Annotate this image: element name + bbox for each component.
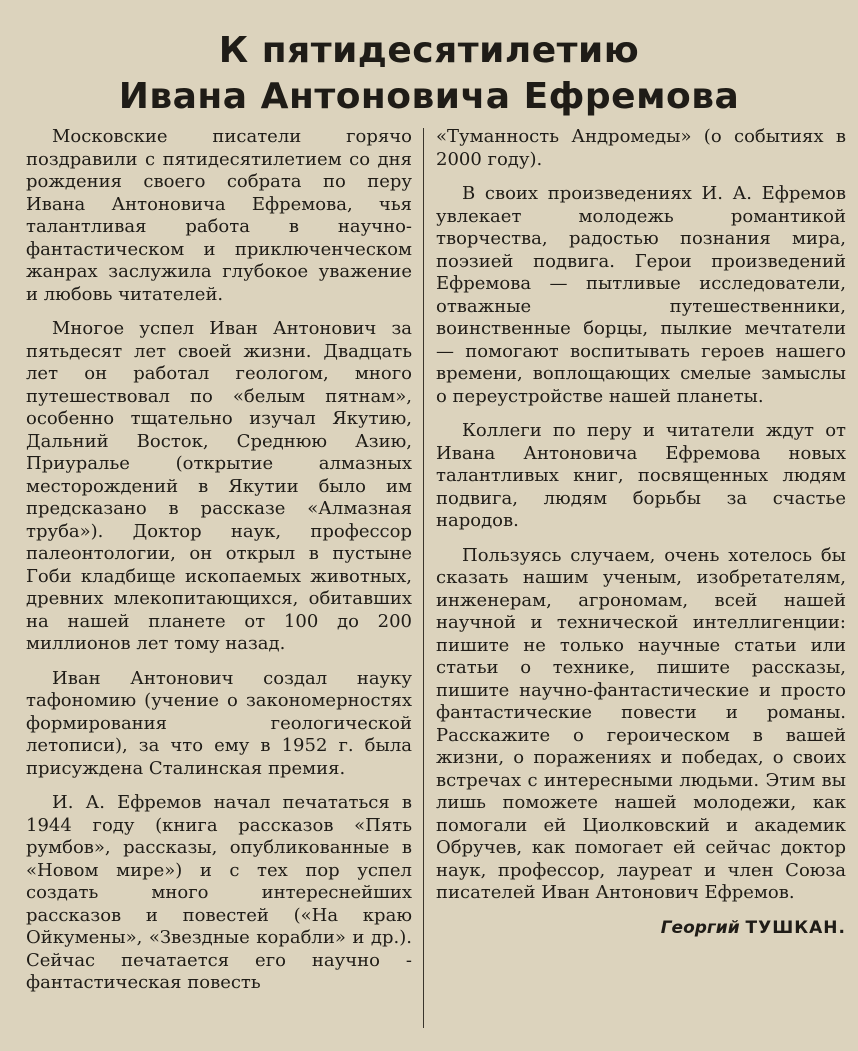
paragraph: Московские писатели горячо поздравили с пятидесятилетием со дня рождения своего собрата по перу Ивана Антоновича Ефремова, чья талантливая работа в научно-фантастическом и приключенческом жанрах заслужила глубокое уважение и любовь читателей. [26, 126, 412, 305]
author-surname: ТУШКАН. [745, 917, 846, 938]
headline-line-1: К пятидесятилетию [218, 30, 640, 71]
paragraph: Многое успел Иван Антонович за пятьдесят лет своей жизни. Двадцать лет он работал геологом, много путешествовал по «белым пятнам», особенно тщательно изучал Якутию, Дальний Восток, Среднюю Азию, Приуралье (открытие алмазных месторождений в Якутии было им предсказано в рассказе «Алмазная труба»). Доктор наук, профессор палеонтологии, он открыл в пустыне Гоби кладбище ископаемых животных, древних млекопитающихся, обитавших на нашей планете от 100 до 200 миллионов лет тому назад. [26, 318, 412, 654]
headline-line-2: Ивана Антоновича Ефремова [118, 76, 740, 117]
paragraph: Пользуясь случаем, очень хотелось бы сказать нашим ученым, изобретателям, инженерам, агрономам, всей нашей научной и технической интеллигенции: пишите не только научные статьи или статьи о технике, пишите рассказы, пишите научно-фантастические и просто фантастические повести и романы. Расскажите о героическом в вашей жизни, о поражениях и победах, о своих встречах с интересными людьми. Этим вы лишь поможете нашей молодежи, как помогали ей Циолковский и академик Обручев, как помогает ей сейчас доктор наук, профессор, лауреат и член Союза писателей Иван Антонович Ефремов. [436, 544, 846, 903]
paragraph-continuation: «Туманность Андромеды» (о событиях в 2000 году). [436, 126, 846, 170]
author-first-name: Георгий [660, 917, 740, 938]
paragraph: В своих произведениях И. А. Ефремов увлекает молодежь романтикой творчества, радостью познания мира, поэзией подвига. Герои произведений Ефремова — пытливые исследователи, отважные путешественники, воинственные борцы, пылкие мечтатели — помогают воспитывать героев нашего времени, воплощающих смелые замыслы о переустройстве нашей планеты. [436, 183, 846, 407]
left-column [26, 126, 412, 1007]
author-signature [436, 917, 846, 940]
paragraph: Иван Антонович создал науку тафономию (учение о закономерностях формирования геологической летописи), за что ему в 1952 г. была присуждена Сталинская премия. [26, 667, 412, 779]
paragraph: И. А. Ефремов начал печататься в 1944 году (книга рассказов «Пять румбов», рассказы, опубликованные в «Новом мире») и с тех пор успел создать много интереснейших рассказов и повестей («На краю Ойкумены», «Звездные корабли» и др.). Сейчас печатается его научно - фантастическая повесть [26, 792, 412, 993]
article-headline [0, 28, 858, 120]
right-column [436, 126, 846, 939]
paragraph: Коллеги по перу и читатели ждут от Ивана Антоновича Ефремова новых талантливых книг, посвященных людям подвига, людям борьбы за счастье народов. [436, 420, 846, 531]
column-divider [423, 128, 424, 1028]
